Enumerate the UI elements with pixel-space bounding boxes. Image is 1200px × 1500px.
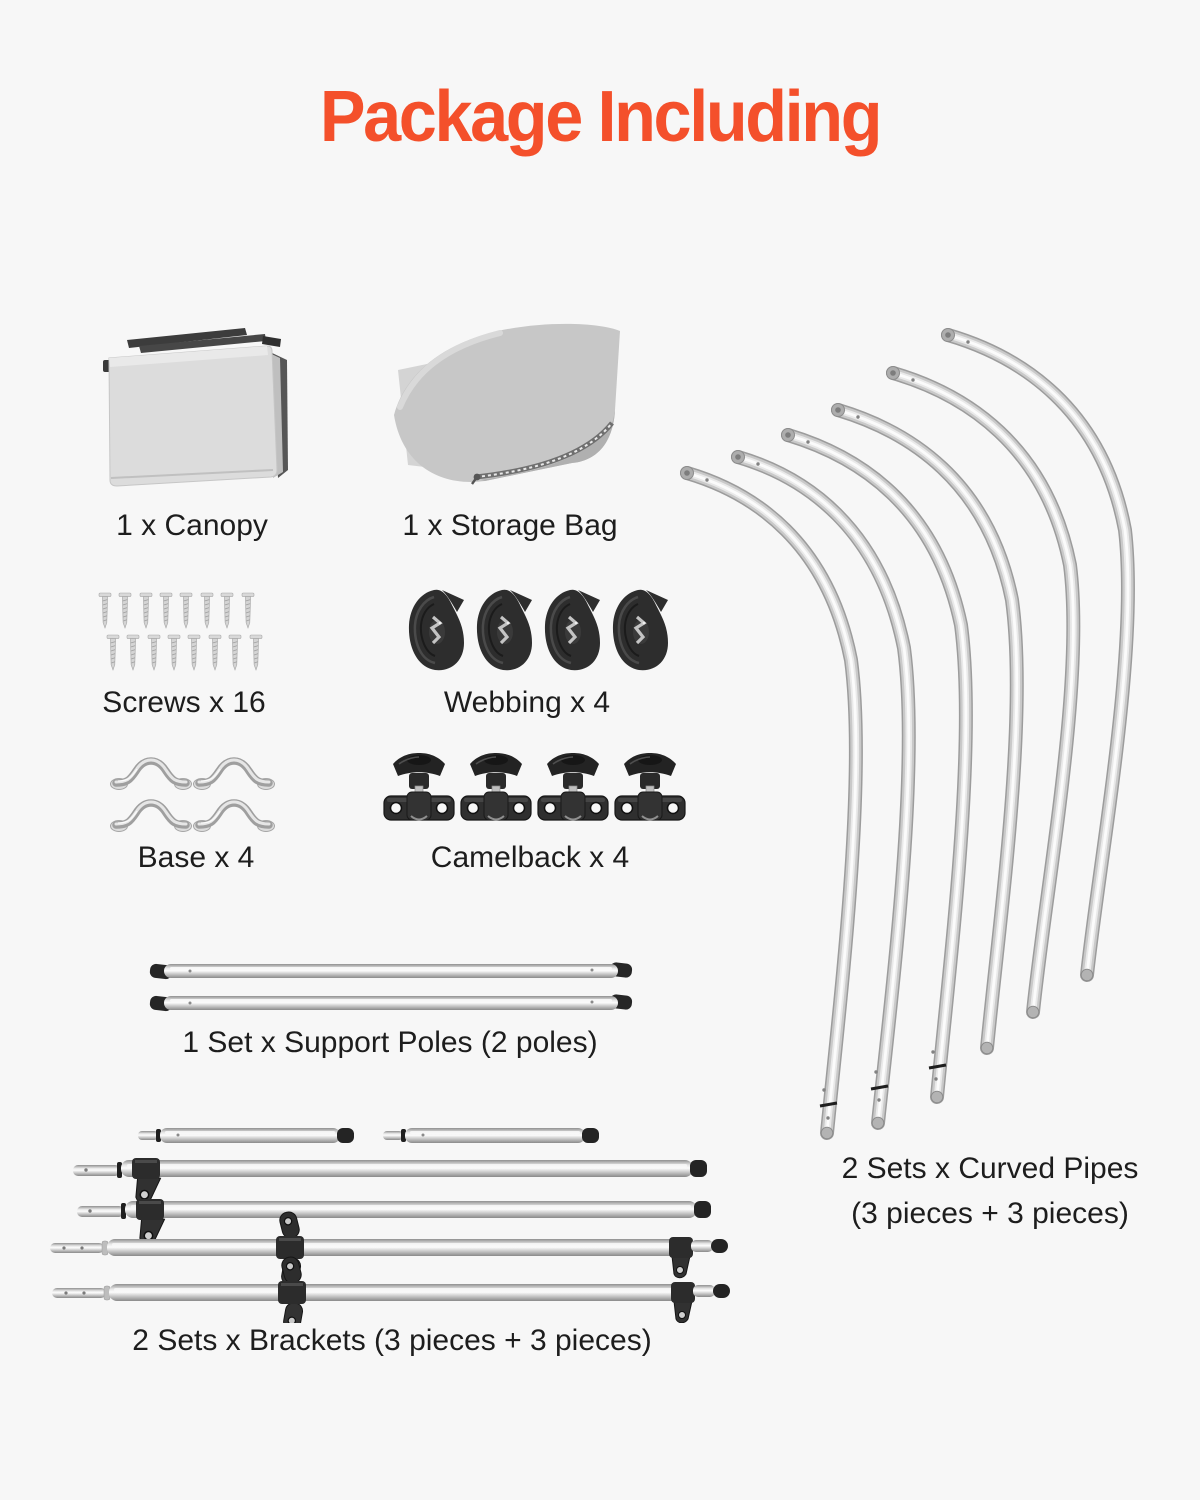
storage-bag-image xyxy=(380,315,630,495)
webbing-image xyxy=(404,587,676,675)
base-figure xyxy=(105,752,280,841)
curved-pipes-label-line1: 2 Sets x Curved Pipes xyxy=(841,1152,1139,1185)
camelback-figure xyxy=(383,750,686,837)
base-label: Base x 4 xyxy=(137,841,255,874)
curved-pipes-figure xyxy=(650,300,1170,1165)
curved-pipes-label-line2: (3 pieces + 3 pieces) xyxy=(851,1197,1129,1230)
storage-bag-label: 1 x Storage Bag xyxy=(402,509,618,542)
brackets-image xyxy=(42,1108,742,1323)
screws-label: Screws x 16 xyxy=(102,686,266,719)
support-poles-label: 1 Set x Support Poles (2 poles) xyxy=(182,1026,598,1059)
screws-figure xyxy=(96,584,268,681)
brackets-figure xyxy=(42,1108,742,1328)
canopy-figure xyxy=(95,320,295,500)
curved-pipes-label xyxy=(842,1146,1139,1236)
webbing-figure xyxy=(404,587,676,680)
canopy-label: 1 x Canopy xyxy=(116,509,268,542)
camelback-label: Camelback x 4 xyxy=(430,841,630,874)
screws-image xyxy=(96,584,268,676)
page-title: Package Including xyxy=(319,77,881,157)
webbing-label: Webbing x 4 xyxy=(443,686,611,719)
brackets-label: 2 Sets x Brackets (3 pieces + 3 pieces) xyxy=(132,1324,652,1357)
canopy-image xyxy=(95,320,295,495)
support-poles-image xyxy=(148,958,633,1018)
base-image xyxy=(105,752,280,836)
storage-bag-figure xyxy=(380,315,630,500)
camelback-image xyxy=(383,750,686,832)
curved-pipes-image xyxy=(650,300,1170,1160)
support-poles-figure xyxy=(148,958,633,1023)
